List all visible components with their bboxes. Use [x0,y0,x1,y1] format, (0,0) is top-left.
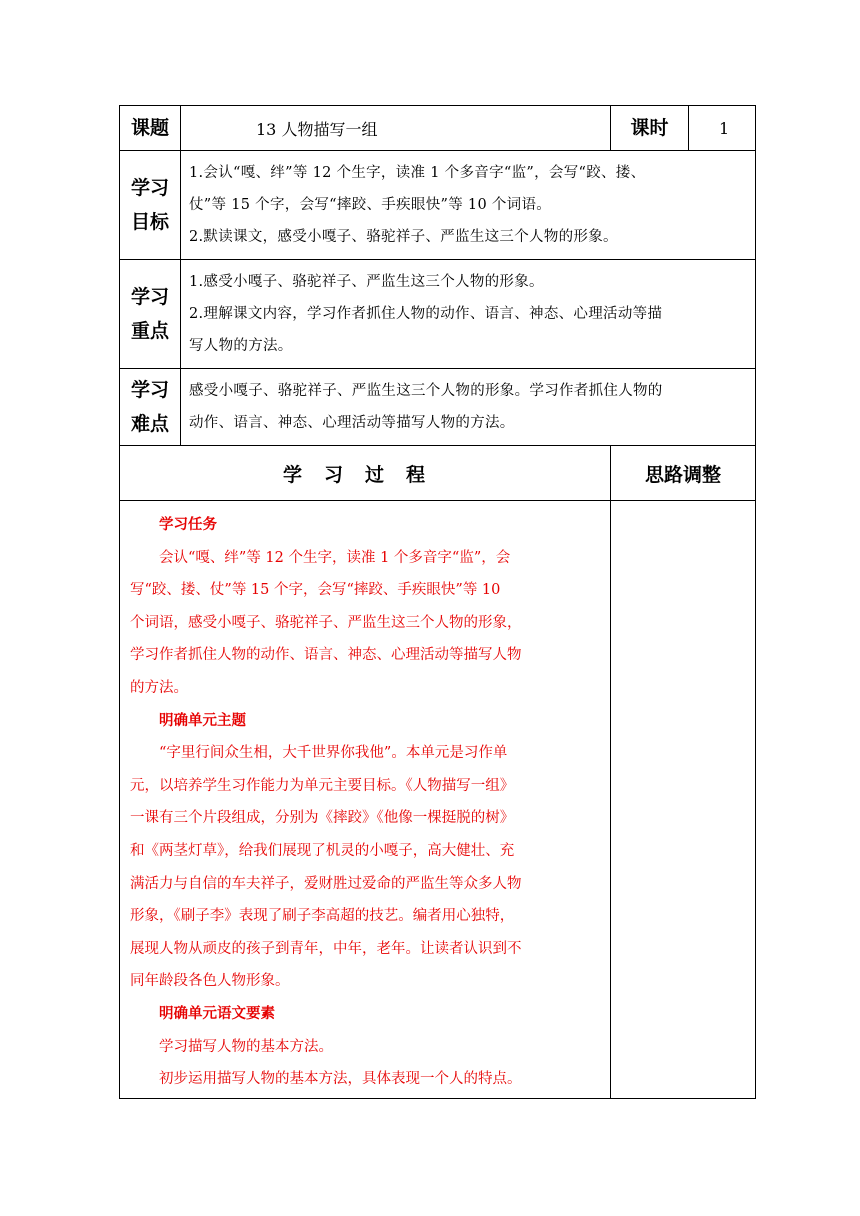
adjust-header: 思路调整 [611,446,756,501]
goals-label-line2: 目标 [130,211,169,233]
difficulties-label-line2: 难点 [130,413,169,435]
process-header-row [120,446,756,501]
difficulties-row [120,369,756,446]
adjust-column [611,501,756,1099]
goals-row [120,151,756,260]
elements-line: 学习描写人物的基本方法。 [159,1038,333,1055]
task-line: 会认“嘎、绊”等 12 个生字，读准 1 个多音字“监”，会 [159,549,511,566]
goals-text [181,151,756,260]
key-points-label-line1: 学习 [130,286,169,308]
key-points-line: 2.理解课文内容，学习作者抓住人物的动作、语言、神态、心理活动等描 [189,306,663,322]
theme-line: 一课有三个片段组成，分别为《摔跤》《他像一棵挺脱的树》 [130,810,515,827]
task-line: 写“跤、搂、仗”等 15 个字，会写“摔跤、手疾眼快”等 10 [130,582,501,599]
elements-heading: 明确单元语文要素 [159,1004,275,1022]
task-line: 的方法。 [130,679,188,696]
lesson-plan-sheet [119,105,755,1099]
topic-row [120,106,756,151]
goals-line: 仗”等 15 个字，会写“摔跤、手疾眼快”等 10 个词语。 [189,197,552,213]
theme-line: 和《两茎灯草》，给我们展现了机灵的小嘎子，高大健壮、充 [130,842,515,859]
period-label: 课时 [611,106,689,151]
theme-line: 展现人物从顽皮的孩子到青年，中年，老年。让读者认识到不 [130,940,522,957]
key-points-label-line2: 重点 [130,320,169,342]
task-line: 学习作者抓住人物的动作、语言、神态、心理活动等描写人物 [130,647,522,664]
process-content-row [120,501,756,1099]
theme-line: 元，以培养学生习作能力为单元主要目标。《人物描写一组》 [130,777,515,794]
difficulties-label [120,369,181,446]
theme-line: “字里行间众生相，大千世界你我他”。本单元是习作单 [159,745,508,762]
theme-line: 同年龄段各色人物形象。 [130,973,290,990]
elements-line: 初步运用描写人物的基本方法，具体表现一个人的特点。 [159,1071,522,1088]
task-line: 个词语，感受小嘎子、骆驼祥子、严监生这三个人物的形象， [130,614,522,631]
key-points-row [120,260,756,369]
period-value: 1 [689,106,756,151]
goals-label [120,151,181,260]
goals-line: 2.默读课文，感受小嘎子、骆驼祥子、严监生这三个人物的形象。 [189,229,618,245]
topic-value: 13 人物描写一组 [181,106,611,151]
difficulties-line: 感受小嘎子、骆驼祥子、严监生这三个人物的形象。学习作者抓住人物的 [189,383,663,399]
theme-heading: 明确单元主题 [159,711,246,729]
key-points-label [120,260,181,369]
topic-label: 课题 [120,106,181,151]
process-content [120,501,611,1099]
difficulties-text [181,369,756,446]
process-header: 学习过程 [120,446,611,501]
key-points-text [181,260,756,369]
key-points-line: 1.感受小嘎子、骆驼祥子、严监生这三个人物的形象。 [189,274,544,290]
task-heading: 学习任务 [159,516,217,533]
theme-line: 满活力与自信的车夫祥子，爱财胜过爱命的严监生等众多人物 [130,875,522,892]
difficulties-line: 动作、语言、神态、心理活动等描写人物的方法。 [189,415,515,431]
theme-line: 形象，《刷子李》表现了刷子李高超的技艺。编者用心独特， [130,908,515,925]
key-points-line: 写人物的方法。 [189,338,293,354]
lesson-plan-table [119,105,756,1099]
goals-label-line1: 学习 [130,177,169,199]
goals-line: 1.会认“嘎、绊”等 12 个生字，读准 1 个多音字“监”，会写“跤、搂、 [189,165,646,181]
difficulties-label-line1: 学习 [130,379,169,401]
